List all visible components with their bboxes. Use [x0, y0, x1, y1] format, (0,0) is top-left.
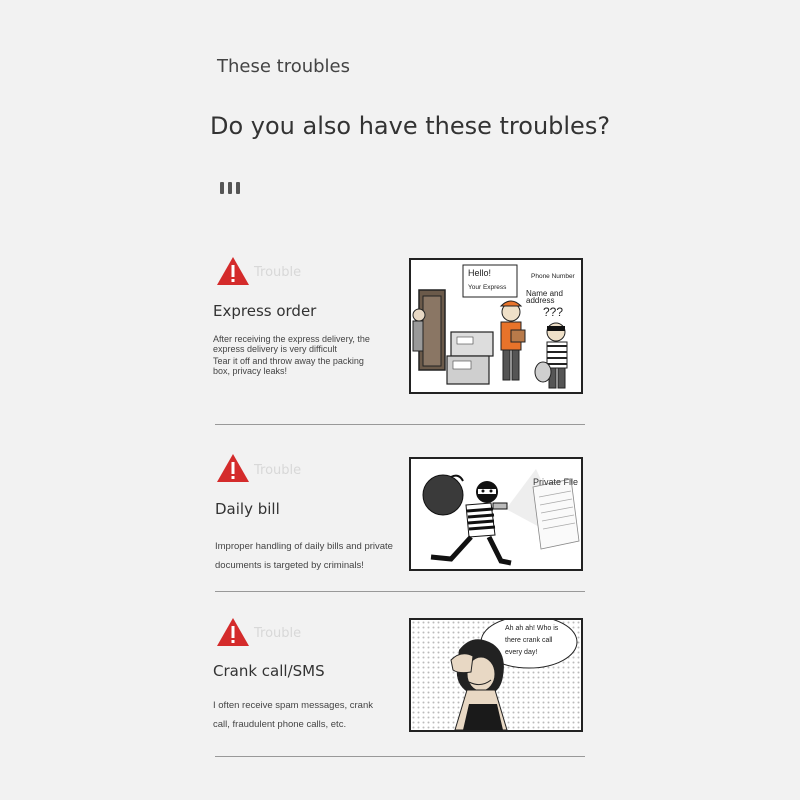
trouble-badge: Trouble: [254, 626, 302, 641]
express-illustration: [409, 258, 583, 394]
section-title: These troubles: [217, 56, 351, 77]
svg-text:Your Express: Your Express: [468, 284, 507, 291]
divider: [215, 756, 585, 757]
trouble-badge: Trouble: [254, 265, 302, 280]
svg-text:Private File: Private File: [533, 477, 579, 487]
trouble-badge: Trouble: [254, 463, 302, 478]
warning-icon: [216, 617, 250, 647]
svg-text:every day!: every day!: [505, 649, 538, 656]
divider: [215, 591, 585, 592]
item-description: After receiving the express delivery, the express delivery is very difficult Tear it off and throw away the packing box, privacy leaks!: [213, 334, 370, 376]
item-description: Improper handling of daily bills and private documents is targeted by criminals!: [215, 541, 393, 571]
item-title: Express order: [213, 302, 317, 320]
svg-text:Phone Number: Phone Number: [531, 273, 575, 280]
bill-illustration: [409, 457, 583, 571]
svg-text:Hello!: Hello!: [468, 268, 492, 278]
divider: [215, 424, 585, 425]
svg-text:Ah ah ah! Who is: Ah ah ah! Who is: [505, 625, 559, 632]
item-title: Crank call/SMS: [213, 662, 325, 680]
warning-icon: [216, 453, 250, 483]
svg-text:address: address: [526, 296, 555, 305]
crank-call-illustration: [409, 618, 583, 732]
page-heading: Do you also have these troubles?: [210, 112, 611, 140]
item-description: I often receive spam messages, crank call, fraudulent phone calls, etc.: [213, 700, 373, 730]
svg-text:there crank call: there crank call: [505, 637, 553, 644]
decorative-bars: [220, 182, 240, 194]
svg-text:???: ???: [543, 305, 564, 319]
svg-text:Name and: Name and: [526, 289, 563, 298]
item-title: Daily bill: [215, 500, 280, 518]
warning-icon: [216, 256, 250, 286]
